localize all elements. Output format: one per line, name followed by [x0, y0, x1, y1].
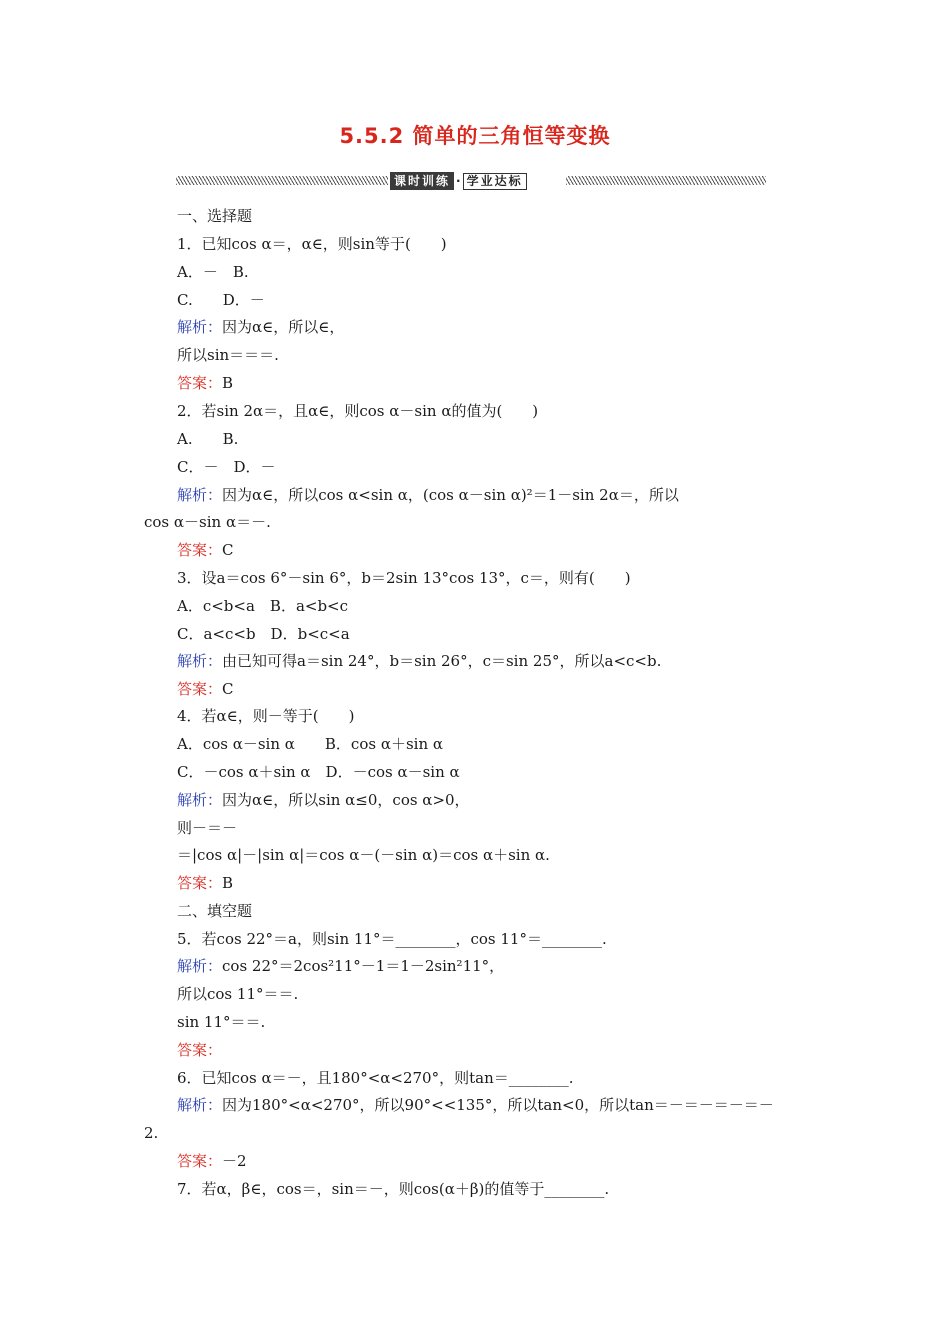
options-line: A．c<b<a B．a<b<c — [177, 597, 349, 615]
analysis-continuation: 则－＝－ — [177, 819, 238, 837]
analysis-continuation: ＝|cos α|－|sin α|＝cos α－(－sin α)＝cos α＋sin α. — [177, 846, 550, 864]
answer-label: 答案： — [177, 1041, 223, 1059]
section-heading-choice: 一、选择题 — [177, 207, 253, 225]
banner-hatch-right — [566, 176, 766, 185]
analysis-text: cos 22°＝2cos²11°－1＝1－2sin²11°， — [222, 957, 505, 975]
options-line: C．－ D．－ — [177, 458, 276, 476]
banner-dot: · — [456, 174, 461, 188]
options-line: A．－ B. — [177, 263, 249, 281]
analysis-continuation: cos α－sin α＝－. — [144, 513, 271, 531]
question-1: 1．已知cos α＝，α∈，则sin等于( ) — [177, 235, 447, 253]
analysis-line — [177, 485, 679, 505]
analysis-label: 解析： — [177, 318, 223, 336]
question-3: 3．设a＝cos 6°－sin 6°，b＝2sin 13°cos 13°，c＝，则有( ) — [177, 569, 631, 587]
question-5: 5．若cos 22°＝a，则sin 11°＝________，cos 11°＝________. — [177, 930, 607, 948]
answer-label: 答案： — [177, 541, 223, 559]
analysis-continuation: 所以sin＝＝＝. — [177, 346, 279, 364]
analysis-line — [177, 956, 504, 976]
options-line: C．a<c<b D．b<c<a — [177, 625, 350, 643]
options-line: A．cos α－sin α B．cos α＋sin α — [177, 735, 444, 753]
banner-hatch-left — [176, 176, 388, 185]
banner-label-left: 课时训练 — [390, 172, 454, 190]
analysis-text: 因为α∈，所以∈， — [222, 318, 345, 336]
analysis-continuation: 所以cos 11°＝＝. — [177, 985, 299, 1003]
analysis-continuation: 2. — [144, 1124, 159, 1142]
options-line: A. B. — [177, 430, 239, 448]
options-line: C．－cos α＋sin α D．－cos α－sin α — [177, 763, 460, 781]
analysis-text: 因为α∈，所以sin α≤0，cos α>0， — [222, 791, 470, 809]
banner-label-right: 学业达标 — [463, 173, 527, 190]
analysis-line — [177, 651, 661, 671]
question-4: 4．若α∈，则－等于( ) — [177, 707, 355, 725]
answer-value: －2 — [222, 1152, 247, 1170]
answer-line — [177, 540, 234, 560]
analysis-continuation: sin 11°＝＝. — [177, 1013, 266, 1031]
answer-value: B — [222, 374, 234, 392]
answer-label: 答案： — [177, 1152, 223, 1170]
answer-value: C — [222, 680, 234, 698]
answer-line — [177, 1151, 247, 1171]
question-2: 2．若sin 2α＝，且α∈，则cos α－sin α的值为( ) — [177, 402, 539, 420]
analysis-label: 解析： — [177, 957, 223, 975]
analysis-label: 解析： — [177, 1096, 223, 1114]
answer-value: C — [222, 541, 234, 559]
analysis-line — [177, 1095, 774, 1115]
banner-badge — [390, 172, 527, 190]
answer-line — [177, 679, 234, 699]
section-heading-fill: 二、填空题 — [177, 902, 253, 920]
analysis-line — [177, 317, 344, 337]
page-title: 5.5.2 简单的三角恒等变换 — [339, 124, 611, 148]
question-7: 7．若α，β∈，cos＝，sin＝－，则cos(α＋β)的值等于________. — [177, 1180, 610, 1198]
answer-label: 答案： — [177, 874, 223, 892]
answer-label: 答案： — [177, 374, 223, 392]
analysis-line — [177, 790, 470, 810]
answer-line — [177, 1040, 222, 1060]
answer-line — [177, 373, 233, 393]
analysis-label: 解析： — [177, 486, 223, 504]
analysis-label: 解析： — [177, 652, 223, 670]
options-line: C. D．－ — [177, 291, 265, 309]
analysis-text: 因为α∈，所以cos α<sin α，(cos α－sin α)²＝1－sin 2α＝，所以 — [222, 486, 679, 504]
analysis-text: 由已知可得a＝sin 24°，b＝sin 26°，c＝sin 25°，所以a<c<b. — [222, 652, 662, 670]
answer-line — [177, 873, 233, 893]
analysis-text: 因为180°<α<270°，所以90°<<135°，所以tan<0，所以tan＝－＝－＝－＝－ — [222, 1096, 774, 1114]
section-banner — [176, 172, 766, 190]
question-6: 6．已知cos α＝－，且180°<α<270°，则tan＝________. — [177, 1069, 574, 1087]
answer-value: B — [222, 874, 234, 892]
answer-label: 答案： — [177, 680, 223, 698]
analysis-label: 解析： — [177, 791, 223, 809]
